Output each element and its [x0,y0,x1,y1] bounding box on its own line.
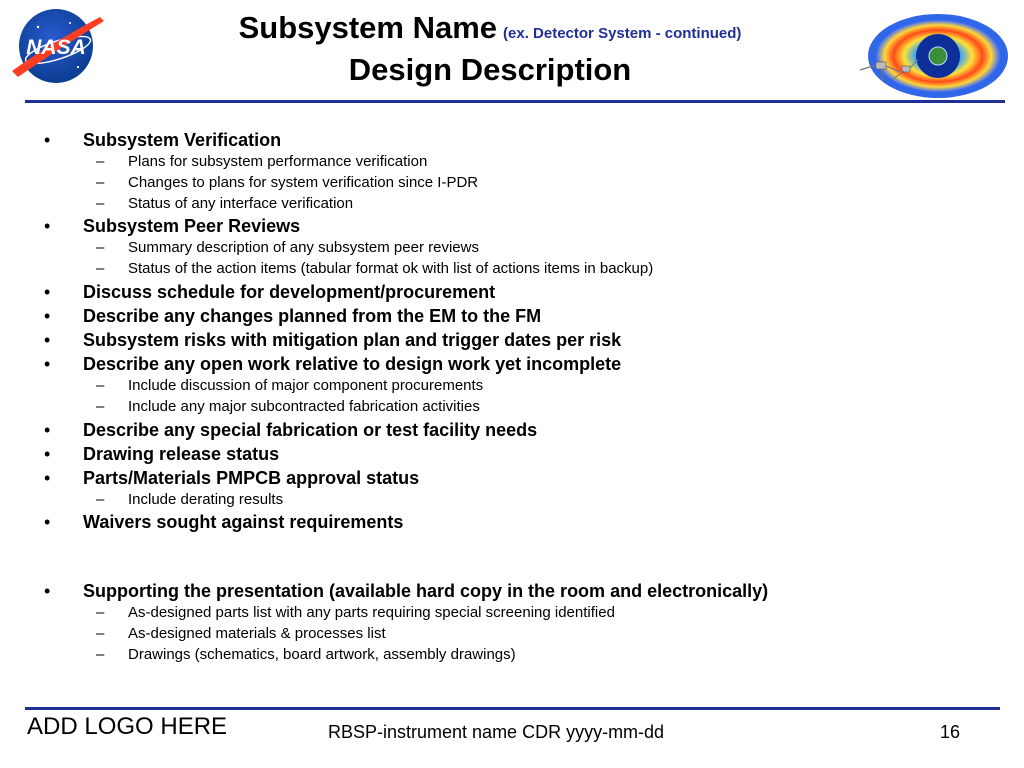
sub-bullet-item [40,624,1000,645]
bullet-item [40,214,1000,238]
bullet-list [40,128,1000,666]
dash-marker: – [96,153,105,170]
bullet-text: Include any major subcontracted fabrication activities [128,397,480,415]
bullet-text: Describe any special fabrication or test facility needs [83,419,538,440]
bullet-text: Changes to plans for system verification since I-PDR [128,173,479,191]
bullet-text: Waivers sought against requirements [83,512,404,533]
title-line-2: Design Description [348,52,632,87]
bullet-item [40,328,1000,352]
footer-document-id: RBSP-instrument name CDR yyyy-mm-dd [328,722,665,742]
bullet-text: Include derating results [128,490,284,508]
footer-divider [25,707,1000,710]
sub-bullet-item [40,645,1000,666]
bullet-item [40,466,1000,490]
bullet-text: Plans for subsystem performance verification [128,153,428,170]
nasa-logo [8,5,104,87]
sub-bullet-item [40,603,1000,624]
nasa-logo-text: NASA [26,36,86,59]
bullet-text: As-designed materials & processes list [128,625,386,643]
bullet-marker: • [44,130,51,150]
bullet-marker: • [44,512,51,533]
bullet-text: As-designed parts list with any parts requiring special screening identified [128,604,615,622]
bullet-item [40,280,1000,304]
bullet-marker: • [44,353,51,374]
dash-marker: – [96,625,105,643]
title-subtitle: (ex. Detector System - continued) [503,25,742,42]
dash-marker: – [96,173,105,191]
bullet-text: Include discussion of major component procurements [128,376,484,394]
dash-marker: – [96,376,105,394]
dash-marker: – [96,194,105,212]
sub-bullet-item [40,152,1000,173]
list-spacer [40,534,1000,579]
bullet-text: Summary description of any subsystem peer reviews [128,239,479,257]
header-divider [25,100,1005,103]
bullet-marker: • [44,443,51,464]
bullet-item [40,418,1000,442]
radiation-belts-graphic [852,10,1012,104]
dash-marker: – [96,490,105,508]
bullet-item [40,128,1000,152]
sub-bullet-item [40,259,1000,280]
bullet-marker: • [44,581,51,602]
sub-bullet-item [40,238,1000,259]
bullet-marker: • [44,216,51,237]
dash-marker: – [96,239,105,257]
bullet-text: Supporting the presentation (available hard copy in the room and electronically) [83,581,769,602]
bullet-item [40,579,1000,603]
dash-marker: – [96,397,105,415]
bullet-marker: • [44,419,51,440]
dash-marker: – [96,645,105,663]
sub-bullet-item [40,194,1000,215]
bullet-text: Parts/Materials PMPCB approval status [83,467,420,488]
bullet-marker: • [44,305,51,326]
title-main: Subsystem Name [238,10,498,45]
sub-bullet-item [40,397,1000,418]
bullet-text: Subsystem Verification [83,130,282,150]
footer-logo-placeholder: ADD LOGO HERE [27,713,228,740]
dash-marker: – [96,260,105,278]
bullet-text: Status of the action items (tabular format ok with list of actions items in backup) [128,260,654,278]
bullet-item [40,510,1000,534]
bullet-text: Discuss schedule for development/procurement [83,281,496,302]
bullet-text: Subsystem Peer Reviews [83,216,301,237]
bullet-marker: • [44,281,51,302]
page-number: 16 [940,722,961,742]
bullet-item [40,352,1000,376]
bullet-text: Subsystem risks with mitigation plan and trigger dates per risk [83,329,622,350]
bullet-text: Status of any interface verification [128,194,354,212]
bullet-text: Describe any changes planned from the EM to the FM [83,305,542,326]
bullet-item [40,304,1000,328]
bullet-item [40,442,1000,466]
bullet-text: Drawing release status [83,443,280,464]
slide-title [180,10,800,46]
sub-bullet-item [40,173,1000,194]
bullet-marker: • [44,329,51,350]
sub-bullet-item [40,490,1000,511]
sub-bullet-item [40,376,1000,397]
dash-marker: – [96,604,105,622]
bullet-marker: • [44,467,51,488]
bullet-text: Drawings (schematics, board artwork, assembly drawings) [128,645,516,663]
bullet-text: Describe any open work relative to design work yet incomplete [83,353,622,374]
